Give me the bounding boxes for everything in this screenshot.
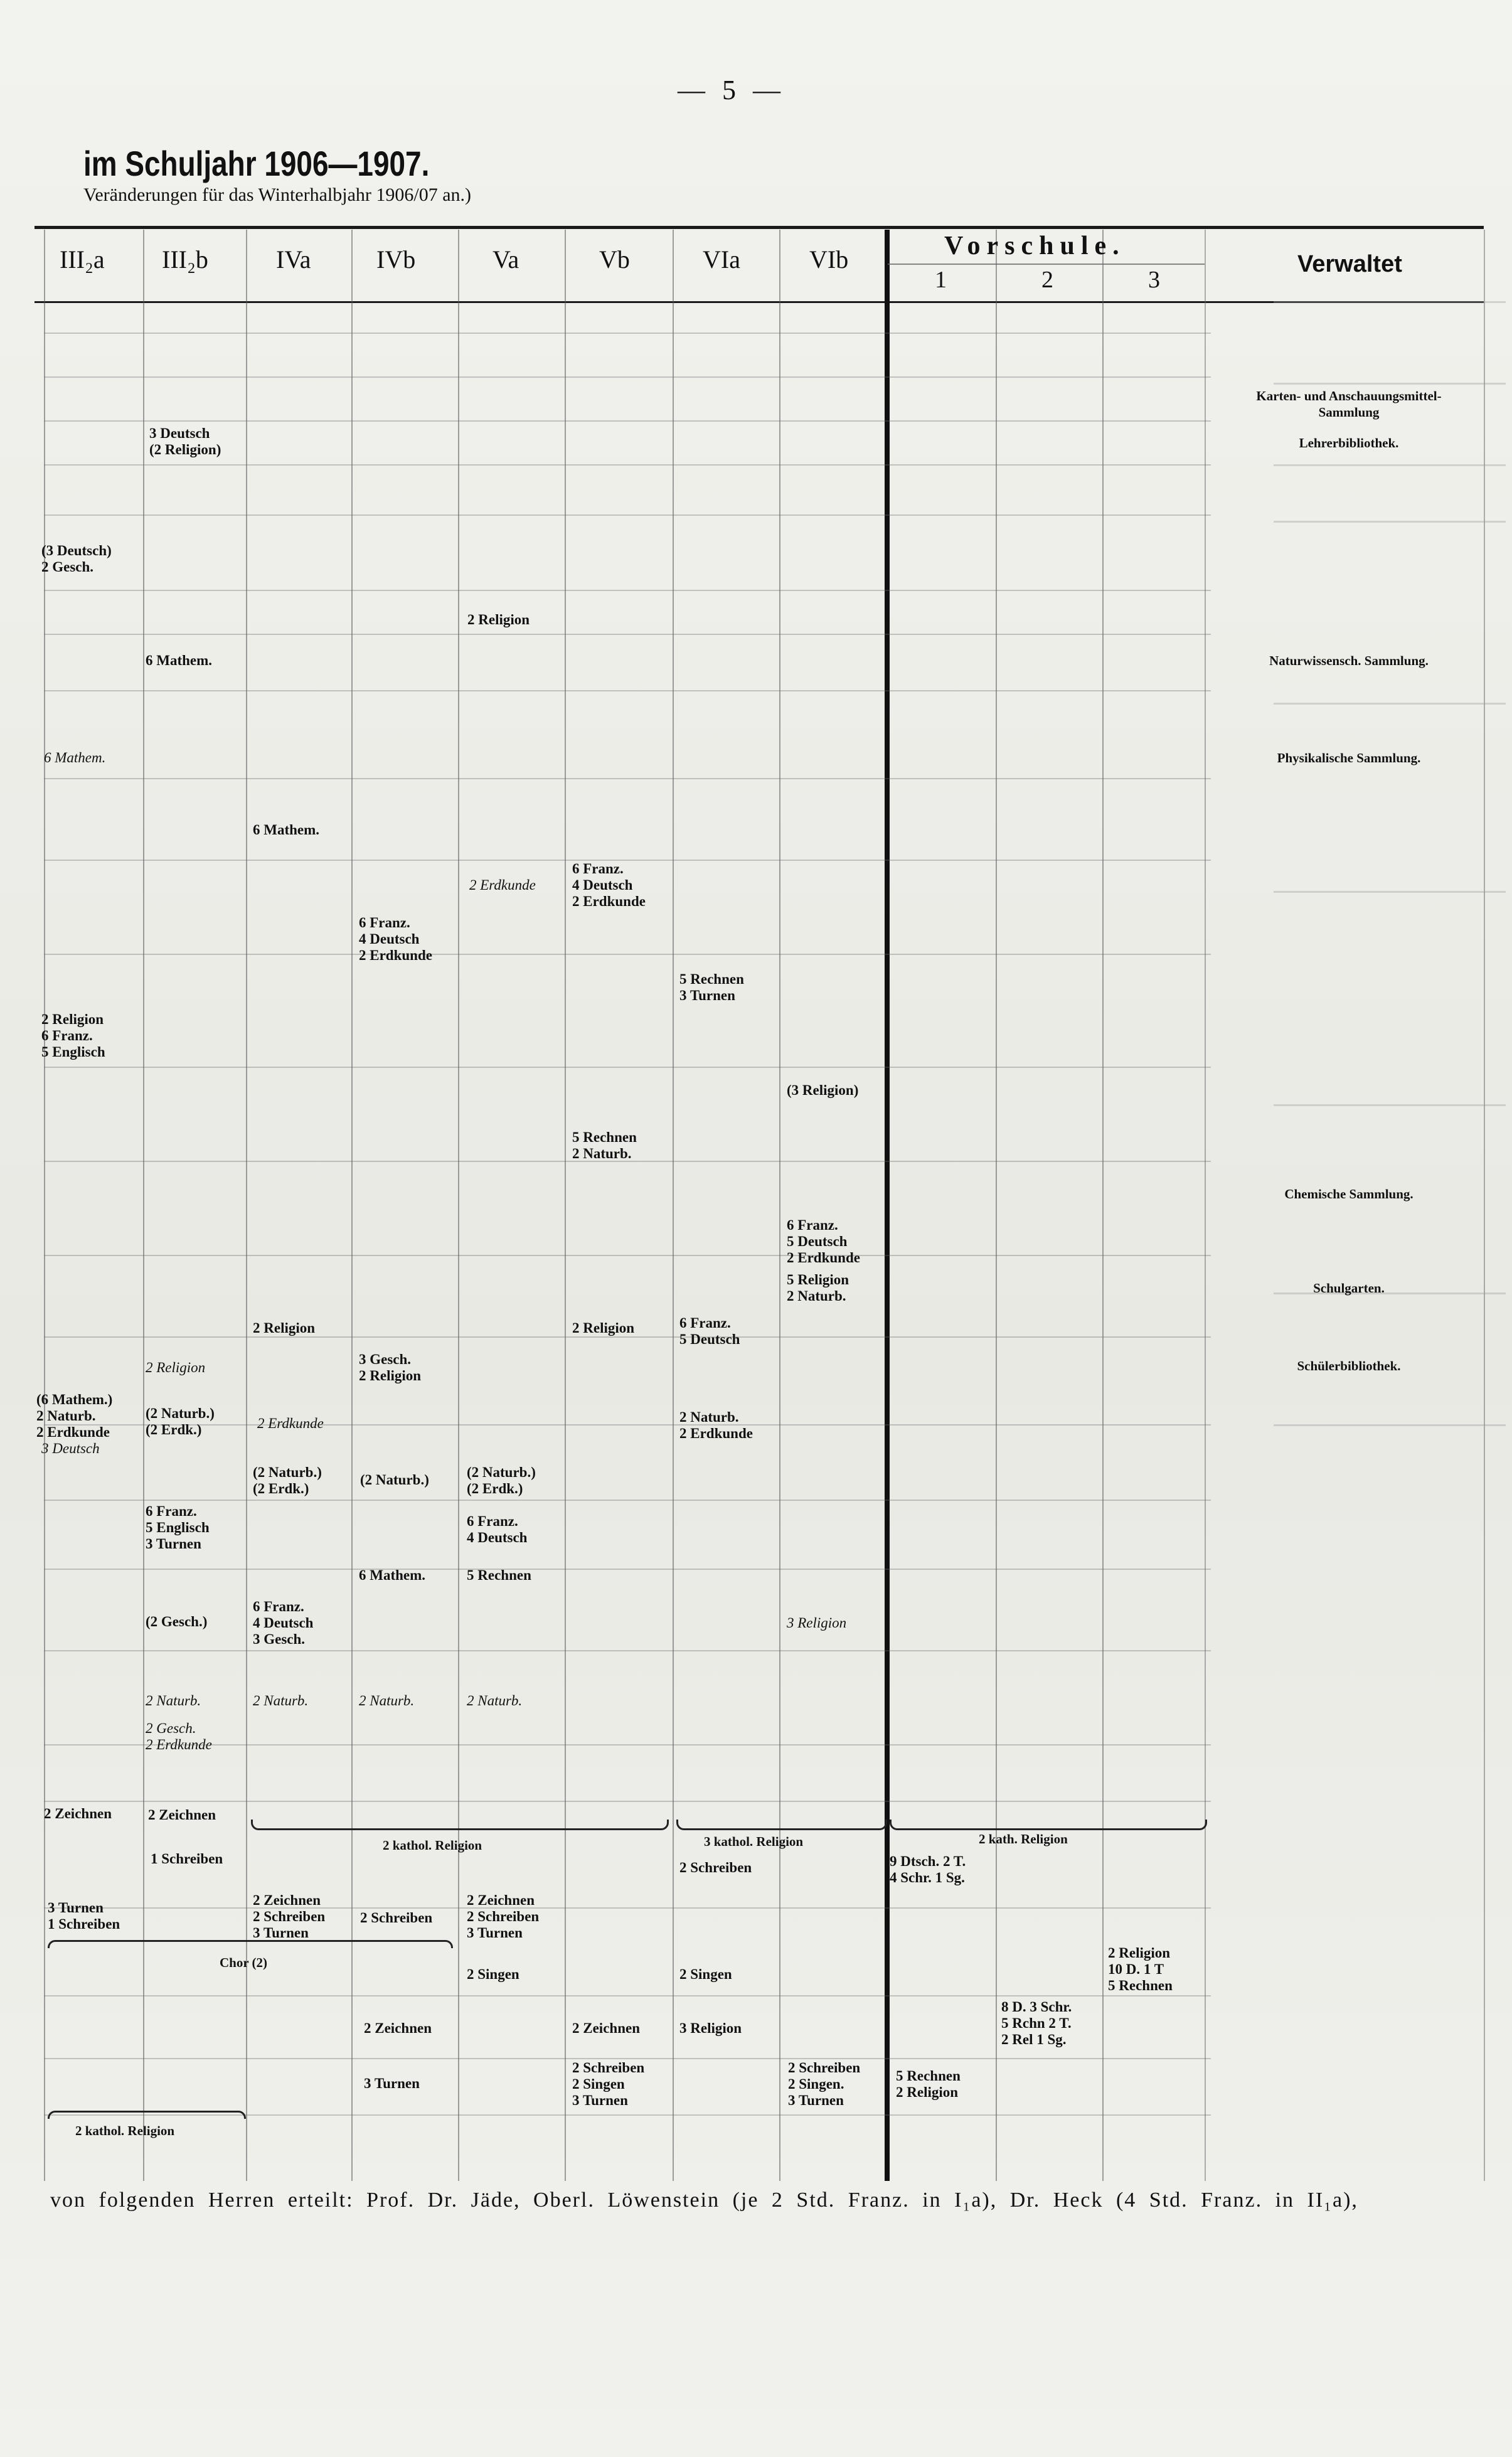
- brace-kath-religion-iii: [48, 2111, 246, 2119]
- cell-IVb-row22: 2 Naturb.: [359, 1693, 415, 1708]
- row-line: [44, 420, 1211, 422]
- bleed-line: [1274, 383, 1506, 385]
- row-line: [44, 1255, 1211, 1256]
- cell-III2a-row10: 2 Religion 6 Franz. 5 Englisch: [41, 1011, 105, 1060]
- row-line: [44, 1500, 1211, 1501]
- row-line: [44, 333, 1211, 334]
- col-header-vorschule-3: 3: [1148, 267, 1160, 293]
- cell-Va-row7: 2 Erdkunde: [469, 877, 536, 893]
- row-line: [44, 514, 1211, 516]
- row-line: [44, 590, 1211, 591]
- row-line: [44, 1424, 1211, 1426]
- cell-III2b-row17: (2 Naturb.) (2 Erdk.): [146, 1405, 215, 1437]
- brace-kath-religion-iv-v: [251, 1820, 669, 1830]
- cell-VIa-row28: 3 Religion: [679, 2020, 742, 2036]
- cell-III2a-row2: (3 Deutsch) 2 Gesch.: [41, 543, 112, 575]
- row-line: [44, 376, 1211, 378]
- col-divider: [44, 230, 45, 2181]
- col-divider: [246, 230, 247, 2181]
- col-divider: [673, 230, 674, 2181]
- cell-IVa-row26: 2 Zeichnen 2 Schreiben 3 Turnen: [253, 1892, 326, 1941]
- cell-VIb-row13: 6 Franz. 5 Deutsch 2 Erdkunde: [787, 1217, 860, 1266]
- row-line: [44, 1569, 1211, 1570]
- verwaltet-schulgarten: Schulgarten.: [1313, 1281, 1385, 1296]
- row-line: [44, 1801, 1211, 1802]
- col-header-IVb: IVb: [376, 245, 416, 274]
- header-rule: [35, 301, 1484, 303]
- col-header-verwaltet: Verwaltet: [1297, 251, 1402, 277]
- col-divider: [351, 230, 353, 2181]
- row-line: [44, 464, 1211, 466]
- cell-Vb-row29: 2 Schreiben 2 Singen 3 Turnen: [572, 2060, 645, 2108]
- brace-chor: [48, 1940, 453, 1948]
- cell-Va-row22: 2 Naturb.: [467, 1693, 523, 1708]
- row-line: [44, 1650, 1211, 1651]
- cell-IVa-row18: (2 Naturb.) (2 Erdk.): [253, 1464, 322, 1496]
- cell-VIa-row15: 6 Franz. 5 Deutsch: [679, 1315, 740, 1347]
- cell-IVb-row18: (2 Naturb.): [360, 1472, 429, 1488]
- label-kath-religion-vorschule: 2 kath. Religion: [979, 1831, 1068, 1847]
- cell-III2b-row16: 2 Religion: [146, 1360, 206, 1375]
- cell-Vb-row15: 2 Religion: [572, 1320, 635, 1336]
- cell-vorschule3-row27: 2 Religion 10 D. 1 T 5 Rechnen: [1108, 1945, 1173, 1993]
- label-kath-religion-iv-v: 2 kathol. Religion: [383, 1838, 482, 1853]
- brace-kath-religion-vi: [676, 1820, 887, 1830]
- cell-Vb-row7: 6 Franz. 4 Deutsch 2 Erdkunde: [572, 861, 646, 909]
- bleed-line: [1274, 1424, 1506, 1426]
- cell-Vb-row12: 5 Rechnen 2 Naturb.: [572, 1129, 637, 1161]
- label-chor: Chor (2): [220, 1955, 268, 1970]
- bleed-line: [1274, 301, 1506, 303]
- top-rule: [35, 226, 1484, 229]
- row-line: [44, 2058, 1211, 2059]
- cell-Va-row3: 2 Religion: [467, 612, 530, 627]
- bleed-line: [1274, 1104, 1506, 1106]
- col-header-vorschule: Vorschule.: [944, 232, 1126, 260]
- cell-IVb-row16: 3 Gesch. 2 Religion: [359, 1351, 422, 1383]
- cell-VIa-row9: 5 Rechnen 3 Turnen: [679, 971, 744, 1003]
- vorschule-divider: [885, 230, 890, 2181]
- row-line: [44, 1744, 1211, 1745]
- cell-III2a-row17: (6 Mathem.) 2 Naturb. 2 Erdkunde: [36, 1392, 113, 1440]
- row-line: [44, 634, 1211, 635]
- cell-III2a-row26: 3 Turnen 1 Schreiben: [48, 1900, 120, 1932]
- col-header-III2a: III₂a: [60, 245, 105, 274]
- col-header-Va: Va: [492, 245, 519, 274]
- col-header-III2b: III₂b: [162, 245, 208, 274]
- cell-VIa-row27: 2 Singen: [679, 1966, 732, 1982]
- cell-VIa-row17: 2 Naturb. 2 Erdkunde: [679, 1409, 753, 1441]
- cell-IVb-row20: 6 Mathem.: [359, 1567, 426, 1583]
- col-divider: [1102, 230, 1104, 2181]
- cell-IVb-row26: 2 Schreiben: [360, 1910, 433, 1926]
- cell-VIa-row25: 2 Schreiben: [679, 1860, 752, 1875]
- cell-VIb-row21: 3 Religion: [787, 1615, 847, 1631]
- cell-IVa-row17: 2 Erdkunde: [257, 1415, 324, 1431]
- bleed-line: [1274, 703, 1506, 705]
- cell-III2b-row21: (2 Gesch.): [146, 1614, 208, 1629]
- col-header-VIb: VIb: [809, 245, 849, 274]
- col-divider: [565, 230, 566, 2181]
- cell-Va-row18: (2 Naturb.) (2 Erdk.): [467, 1464, 536, 1496]
- label-kath-religion-iii: 2 kathol. Religion: [75, 2123, 175, 2138]
- cell-VIb-row14: 5 Religion 2 Naturb.: [787, 1272, 849, 1304]
- cell-VIb-row29: 2 Schreiben 2 Singen. 3 Turnen: [788, 2060, 861, 2108]
- cell-vorschule1-row29: 5 Rechnen 2 Religion: [896, 2068, 961, 2100]
- verwaltet-lehrerbibliothek: Lehrerbibliothek.: [1299, 435, 1399, 450]
- cell-III2b-row19: 6 Franz. 5 Englisch 3 Turnen: [146, 1503, 210, 1552]
- cell-III2b-row1: 3 Deutsch (2 Religion): [149, 425, 221, 457]
- col-divider: [1205, 230, 1206, 2181]
- row-line: [44, 1067, 1211, 1068]
- page-subtitle: Veränderungen für das Winterhalbjahr 1906/07 an.): [83, 184, 472, 205]
- cell-III2a-row5: 6 Mathem.: [44, 750, 106, 765]
- col-divider: [458, 230, 459, 2181]
- label-kath-religion-vi: 3 kathol. Religion: [704, 1834, 804, 1849]
- cell-IVa-row21: 6 Franz. 4 Deutsch 3 Gesch.: [253, 1599, 314, 1647]
- brace-kath-religion-vorschule: [890, 1820, 1207, 1830]
- row-line: [44, 1336, 1211, 1338]
- cell-vorschule2-row28: 8 D. 3 Schr. 5 Rchn 2 T. 2 Rel 1 Sg.: [1001, 1999, 1072, 2047]
- cell-IVa-row22: 2 Naturb.: [253, 1693, 309, 1708]
- col-divider: [779, 230, 780, 2181]
- verwaltet-schuelerbibliothek: Schülerbibliothek.: [1297, 1358, 1401, 1373]
- verwaltet-chemie: Chemische Sammlung.: [1284, 1186, 1414, 1202]
- cell-III2a-row24: 2 Zeichnen: [44, 1806, 112, 1821]
- verwaltet-karten: Karten- und Anschauungsmittel- Sammlung: [1256, 388, 1442, 420]
- cell-IVb-row8: 6 Franz. 4 Deutsch 2 Erdkunde: [359, 915, 432, 963]
- cell-Va-row26: 2 Zeichnen 2 Schreiben 3 Turnen: [467, 1892, 540, 1941]
- col-header-vorschule-2: 2: [1041, 267, 1053, 293]
- row-line: [44, 954, 1211, 955]
- row-line: [44, 1995, 1211, 1996]
- col-divider: [996, 230, 997, 2181]
- cell-Vb-row28: 2 Zeichnen: [572, 2020, 640, 2036]
- cell-III2b-row23: 2 Gesch. 2 Erdkunde: [146, 1720, 212, 1752]
- cell-III2b-row25: 1 Schreiben: [151, 1851, 223, 1867]
- bleed-line: [1274, 521, 1506, 523]
- vorschule-underline: [888, 264, 1205, 265]
- cell-IVb-row29: 3 Turnen: [364, 2076, 420, 2091]
- cell-Va-row20: 5 Rechnen: [467, 1567, 531, 1583]
- verwaltet-naturwiss: Naturwissensch. Sammlung.: [1269, 653, 1429, 668]
- col-header-Vb: Vb: [599, 245, 630, 274]
- page-title: im Schuljahr 1906—1907.: [83, 144, 430, 183]
- col-header-vorschule-1: 1: [935, 267, 947, 293]
- cell-vorschule1-row25: 9 Dtsch. 2 T. 4 Schr. 1 Sg.: [890, 1853, 966, 1885]
- footer-text: von folgenden Herren erteilt: Prof. Dr. Jäde, Oberl. Löwenstein (je 2 Std. Franz. in I₁a), Dr. Heck (4 Std. Franz. in II₁a),: [50, 2188, 1358, 2212]
- cell-III2b-row4: 6 Mathem.: [146, 653, 213, 668]
- col-header-VIa: VIa: [703, 245, 740, 274]
- cell-Va-row19: 6 Franz. 4 Deutsch: [467, 1513, 528, 1545]
- row-line: [44, 690, 1211, 691]
- cell-IVb-row28: 2 Zeichnen: [364, 2020, 432, 2036]
- cell-IVa-row15: 2 Religion: [253, 1320, 316, 1336]
- cell-IVa-row6: 6 Mathem.: [253, 822, 320, 838]
- verwaltet-physik: Physikalische Sammlung.: [1277, 750, 1421, 765]
- col-divider: [143, 230, 144, 2181]
- cell-III2b-row24: 2 Zeichnen: [148, 1807, 216, 1823]
- page-number: — 5 —: [678, 75, 785, 105]
- bleed-line: [1274, 464, 1506, 466]
- cell-III2b-row22: 2 Naturb.: [146, 1693, 201, 1708]
- cell-III2a-row17b: 3 Deutsch: [41, 1441, 100, 1456]
- row-line: [44, 1907, 1211, 1909]
- bleed-line: [1274, 891, 1506, 893]
- cell-Va-row27: 2 Singen: [467, 1966, 519, 1982]
- col-header-IVa: IVa: [276, 245, 311, 274]
- row-line: [44, 778, 1211, 779]
- cell-VIb-row11: (3 Religion): [787, 1082, 859, 1098]
